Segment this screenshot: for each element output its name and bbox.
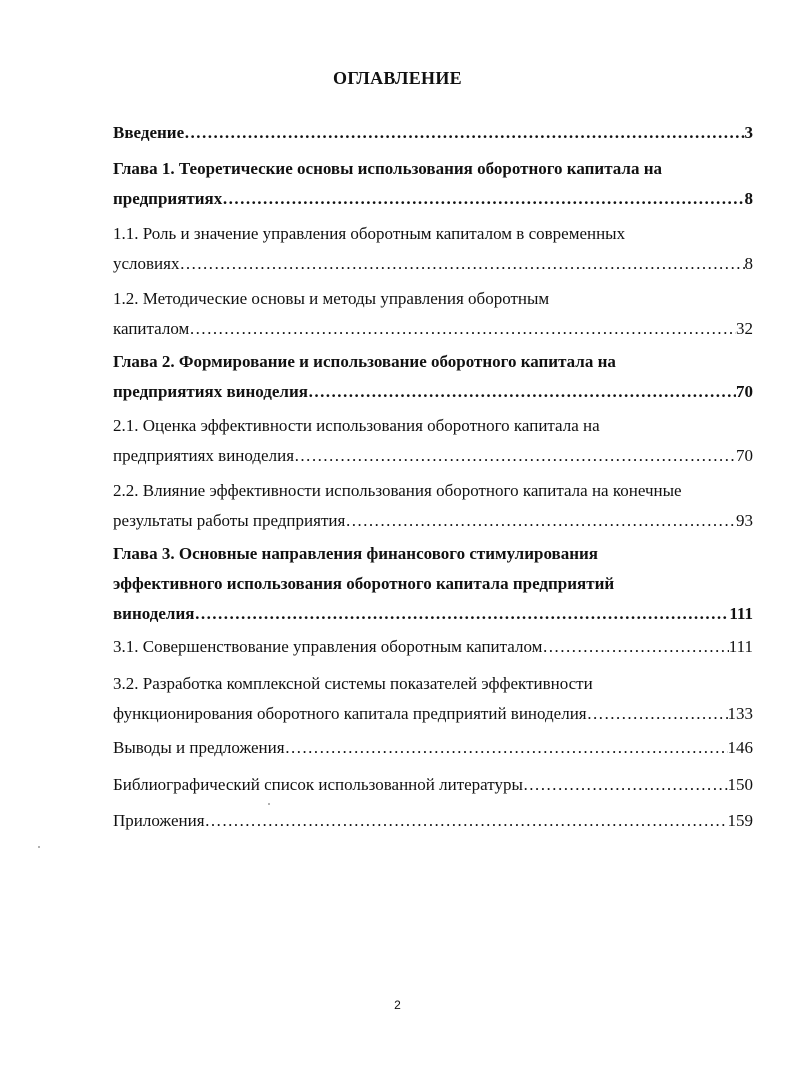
toc-entry-title: виноделия [113,604,195,623]
toc-entry-title: 2.2. Влияние эффективности использования оборотного капитала на конечные [113,481,682,500]
toc-entry-section-1-2[interactable] [113,284,753,344]
toc-entry-section-1-1[interactable] [113,219,753,279]
toc-entry-section-2-2[interactable] [113,476,753,536]
leader-dots [542,632,728,662]
toc-entry-page: 111 [729,604,753,623]
toc-entry-appendices[interactable] [113,806,753,836]
toc-entry-page: 159 [727,811,753,830]
toc-entry-section-3-2[interactable] [113,669,753,729]
toc-entry-chapter-2[interactable] [113,347,753,407]
leader-dots [285,733,728,763]
toc-entry-page: 3 [744,123,753,142]
leader-dots [184,118,744,148]
toc-entry-page: 111 [728,637,753,656]
toc-entry-page: 70 [736,382,753,401]
toc-entry-title: предприятиях виноделия [113,446,295,465]
toc-entry-title: Глава 1. Теоретические основы использования оборотного капитала на [113,159,662,178]
leader-dots [179,249,744,279]
toc-entry-title: 1.1. Роль и значение управления оборотным капиталом в современных [113,224,626,243]
toc-entry-section-3-1[interactable] [113,632,753,662]
toc-entry-title: Глава 2. Формирование и использование оборотного капитала на [113,352,616,371]
toc-entry-page: 93 [736,511,753,530]
toc-entry-page: 146 [727,738,753,757]
toc-entry-title: капиталом [113,319,190,338]
toc-entry-page: 32 [736,319,753,338]
toc-entry-page: 133 [727,704,753,723]
scan-speck [268,803,270,805]
toc-entry-bibliography[interactable] [113,770,753,800]
toc-entry-title: результаты работы предприятия [113,511,346,530]
toc-entry-page: 70 [736,446,753,465]
toc-entry-page: 150 [727,775,753,794]
toc-entry-title: 1.2. Методические основы и методы управления оборотным [113,289,550,308]
toc-entry-title: Введение [113,123,185,142]
toc-entry-title: 2.1. Оценка эффективности использования оборотного капитала на [113,416,600,435]
leader-dots [222,184,744,214]
leader-dots [189,314,736,344]
toc-entry-title: условиях [113,254,180,273]
toc-entry-title: Выводы и предложения [113,738,285,757]
leader-dots [587,699,728,729]
page-number: 2 [394,998,401,1012]
toc-entry-chapter-1[interactable] [113,154,753,214]
toc-entry-page: 8 [744,254,753,273]
toc-entry-introduction[interactable] [113,118,753,148]
toc-entry-title: Глава 3. Основные направления финансового стимулирования [113,544,599,563]
toc-entry-title: Приложения [113,811,205,830]
leader-dots [205,806,728,836]
leader-dots [294,441,736,471]
toc-entry-title: предприятиях [113,189,223,208]
toc-entry-conclusions[interactable] [113,733,753,763]
toc-entry-page: 8 [744,189,753,208]
toc-entry-title: эффективного использования оборотного капитала предприятий [113,574,615,593]
toc-entry-title: предприятиях виноделия [113,382,308,401]
page-title: ОГЛАВЛЕНИЕ [333,68,462,88]
scan-speck [38,846,40,848]
leader-dots [345,506,736,536]
toc-entry-chapter-3[interactable] [113,539,753,629]
toc-entry-title: функционирования оборотного капитала предприятий виноделия [113,704,587,723]
leader-dots [523,770,728,800]
toc-entry-title: Библиографический список использованной литературы [113,775,523,794]
toc-entry-title: 3.1. Совершенствование управления оборотным капиталом [113,637,543,656]
toc-entry-section-2-1[interactable] [113,411,753,471]
leader-dots [194,599,729,629]
leader-dots [308,377,736,407]
toc-entry-title: 3.2. Разработка комплексной системы показателей эффективности [113,674,593,693]
